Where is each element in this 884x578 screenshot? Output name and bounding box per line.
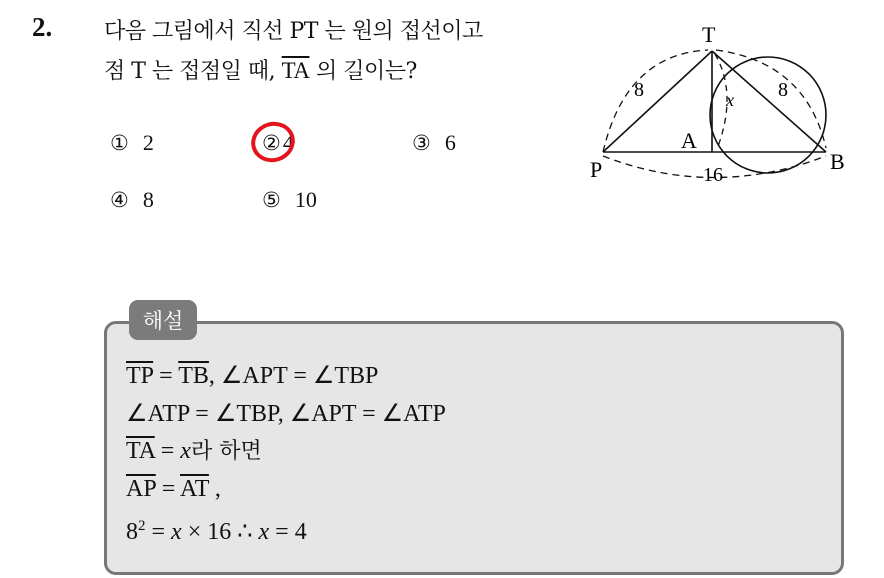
- choice-5-value: 10: [294, 187, 317, 212]
- seg-at: $\overline{AT}$: [180, 475, 209, 502]
- point-label-t: T: [702, 22, 716, 47]
- eq-sign-3: =: [154, 438, 181, 464]
- solution-tab: 해설: [129, 300, 197, 340]
- choice-3-value: 6: [444, 130, 456, 155]
- seg-ta-sol: $\overline{TA}$: [126, 438, 155, 464]
- var-x-3: x: [258, 519, 270, 545]
- choice-1-value: 2: [142, 130, 154, 155]
- seg-ap: $\overline{AP}$: [126, 475, 156, 502]
- choice-2-number: ②: [262, 131, 281, 155]
- times-16: × 16 ∴: [181, 519, 259, 545]
- seg-tb: $\overline{TB}$: [178, 363, 209, 389]
- solution-line-3: [126, 433, 446, 471]
- choice-1[interactable]: [110, 130, 154, 156]
- choice-3-number: ③: [412, 131, 431, 155]
- length-label-pb: 16: [703, 164, 723, 186]
- result-4: = 4: [269, 519, 307, 545]
- length-label-pt: 8: [634, 79, 644, 101]
- choice-5[interactable]: [262, 187, 317, 213]
- figure-svg: [586, 14, 856, 194]
- angle-eq-1: , ∠APT = ∠TBP: [208, 363, 379, 389]
- solution-line-2: ∠ATP = ∠TBP, ∠APT = ∠ATP: [126, 400, 446, 427]
- choice-4-number: ④: [110, 188, 129, 212]
- choice-4[interactable]: [110, 187, 154, 213]
- length-label-ta: x: [726, 90, 734, 110]
- question-line-2-pre: 점 T 는 접점일 때,: [104, 59, 282, 84]
- solution-line-4: [126, 471, 446, 509]
- question-line-2-post: 의 길이는?: [309, 59, 417, 84]
- answer-circle-mark: [246, 116, 300, 168]
- comma-4: ,: [208, 475, 221, 502]
- choice-2-value: 4: [282, 130, 294, 155]
- question-line-2: [104, 51, 584, 91]
- geometry-figure: [586, 14, 856, 198]
- question-line-1: 다음 그림에서 직선 PT 는 원의 접선이고: [104, 19, 483, 44]
- var-x: x: [180, 438, 191, 464]
- point-label-b: B: [830, 149, 845, 174]
- question-text: [104, 12, 584, 91]
- solution-text: [126, 358, 446, 552]
- question-number: 2.: [32, 12, 53, 42]
- segment-ta: $\overline{TA}$: [281, 58, 310, 83]
- solution-line-3-text: 라 하면: [190, 439, 262, 464]
- seg-tp: $\overline{TP}$: [126, 363, 154, 389]
- exponent-2: 2: [138, 518, 146, 534]
- base-8: 8: [126, 519, 138, 545]
- choice-3[interactable]: [412, 130, 456, 156]
- choice-5-number: ⑤: [262, 188, 281, 212]
- solution-line-5: [126, 508, 446, 552]
- point-label-a: A: [681, 128, 697, 153]
- choice-1-number: ①: [110, 131, 129, 155]
- eq-sign-4: =: [155, 475, 181, 502]
- length-label-tb: 8: [778, 79, 788, 101]
- eq-sign-5: =: [145, 519, 172, 545]
- choice-4-value: 8: [142, 187, 154, 212]
- point-label-p: P: [590, 157, 603, 182]
- circle-shape: [710, 57, 826, 173]
- var-x-2: x: [171, 519, 182, 545]
- eq-sign: =: [153, 363, 179, 389]
- solution-line-1: [126, 358, 446, 396]
